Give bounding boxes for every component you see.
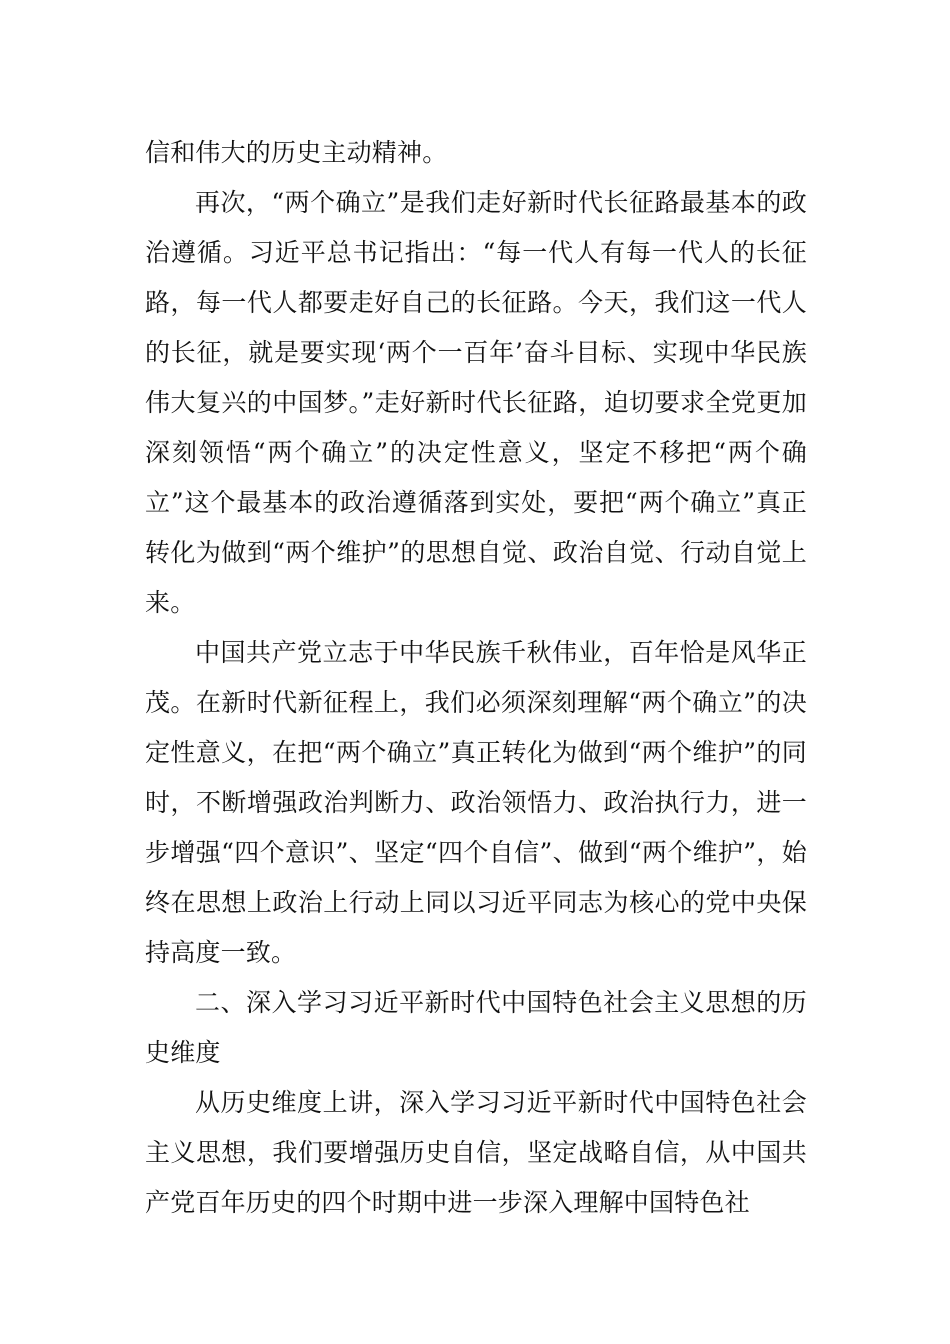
paragraph-party-aspiration: 中国共产党立志于中华民族千秋伟业，百年恰是风华正茂。在新时代新征程上，我们必须深刻理解“两个确立”的决定性意义，在把“两个确立”真正转化为做到“两个维护”的同时，不断增强政治判断力、政治领悟力、政治执行力，进一步增强“四个意识”、坚定“四个自信”、做到“两个维护”，始终在思想上政治上行动上同以习近平同志为核心的党中央保持高度一致。 [145, 638, 807, 967]
paragraph-two-establishments: 再次，“两个确立”是我们走好新时代长征路最基本的政治遵循。习近平总书记指出：“每一代人有每一代人的长征路，每一代人都要走好自己的长征路。今天，我们这一代人的长征，就是要实现‘两个一百年’奋斗目标、实现中华民族伟大复兴的中国梦。”走好新时代长征路，迫切要求全党更加深刻领悟“两个确立”的决定性意义，坚定不移把“两个确立”这个最基本的政治遵循落到实处，要把“两个确立”真正转化为做到“两个维护”的思想自觉、政治自觉、行动自觉上来。 [145, 188, 807, 617]
paragraph-historical-dimension: 从历史维度上讲，深入学习习近平新时代中国特色社会主义思想，我们要增强历史自信，坚定战略自信，从中国共产党百年历史的四个时期中进一步深入理解中国特色社 [145, 1088, 807, 1217]
section-heading-historical-dimension: 二、深入学习习近平新时代中国特色社会主义思想的历史维度 [145, 988, 807, 1067]
document-page [145, 128, 807, 1228]
paragraph-continuation: 信和伟大的历史主动精神。 [145, 138, 448, 167]
